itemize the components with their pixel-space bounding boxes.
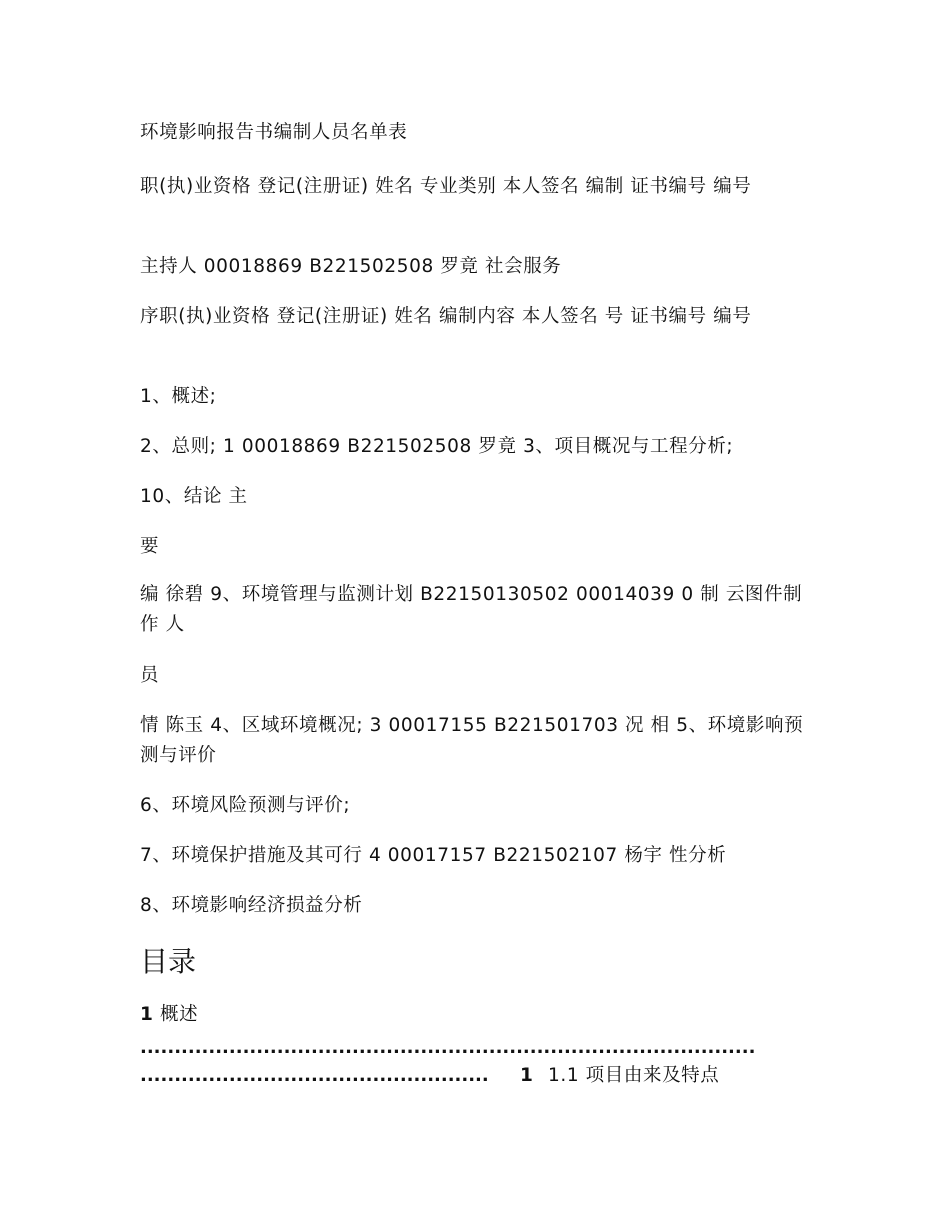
- text-line: 主持人 00018869 B221502508 罗竟 社会服务: [140, 256, 562, 277]
- toc-entry-2[interactable]: [520, 1061, 820, 1091]
- text-line: 2、总则; 1 00018869 B221502508 罗竟 3、项目概况与工程分析;: [140, 436, 734, 457]
- text-line: 要: [140, 536, 160, 557]
- toc-page-number: 1: [520, 1065, 534, 1086]
- text-line: 7、环境保护措施及其可行 4 00017157 B221502107 杨宇 性分析: [140, 845, 727, 866]
- toc-entry-label: 1.1 项目由来及特点: [547, 1065, 720, 1086]
- text-line: 员: [140, 665, 160, 686]
- text-line: 10、结论 主: [140, 486, 248, 507]
- toc-heading: 目录: [140, 945, 197, 978]
- text-line: 职(执)业资格 登记(注册证) 姓名 专业类别 本人签名 编制 证书编号 编号: [140, 176, 752, 197]
- text-line: 情 陈玉 4、区域环境概况; 3 00017155 B221501703 况 相 5、环境影响预测与评价: [140, 715, 804, 766]
- text-line: 序职(执)业资格 登记(注册证) 姓名 编制内容 本人签名 号 证书编号 编号: [140, 306, 752, 327]
- text-line: 编 徐碧 9、环境管理与监测计划 B22150130502 00014039 0 制 云图件制作 人: [140, 584, 803, 635]
- toc-leader-dots: ...................................................: [140, 1065, 489, 1086]
- document-title: 环境影响报告书编制人员名单表: [140, 122, 408, 143]
- text-line: 6、环境风险预测与评价;: [140, 795, 351, 816]
- toc-entry-1[interactable]: [140, 1000, 810, 1030]
- text-line: 8、环境影响经济损益分析: [140, 895, 363, 916]
- text-line: 1、概述;: [140, 386, 217, 407]
- toc-entry-label: 概述: [159, 1004, 199, 1025]
- toc-entry-number: 1: [140, 1004, 154, 1025]
- toc-leader-dots: ..........................................................................................: [140, 1037, 756, 1058]
